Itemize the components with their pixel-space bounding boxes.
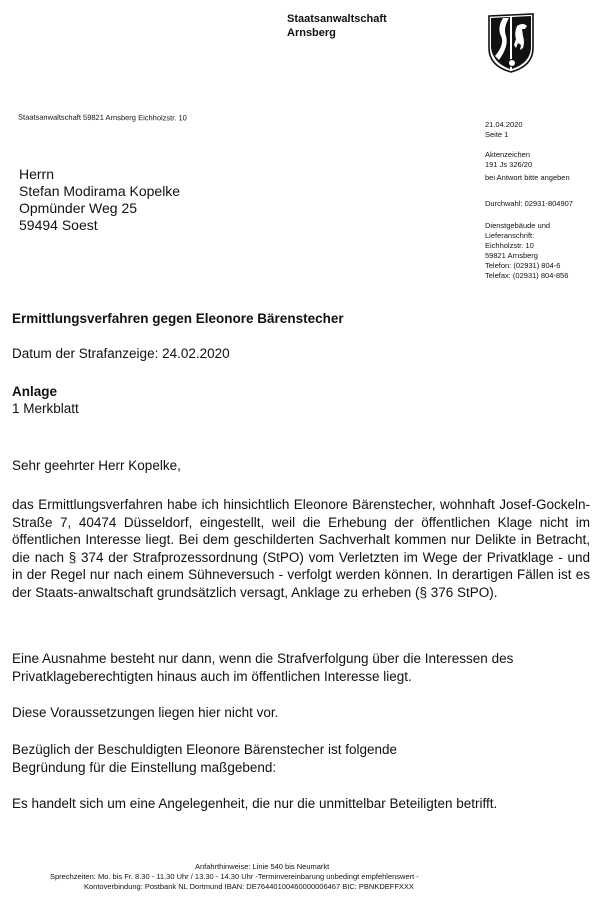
body-paragraph: Diese Voraussetzungen liegen hier nicht vor.: [12, 705, 279, 720]
attachment-value: 1 Merkblatt: [12, 401, 79, 416]
office-city: 59821 Arnsberg: [485, 251, 538, 260]
letter-date: 21.04.2020: [485, 120, 523, 129]
sender-return-address: Staatsanwaltschaft 59821 Arnsberg Eichholzstr. 10: [17, 112, 187, 123]
letter-subject: Ermittlungsverfahren gegen Eleonore Bärenstecher: [12, 311, 344, 326]
building-label-1: Dienstgebäude und: [485, 221, 551, 230]
page-number: Seite 1: [485, 130, 509, 139]
authority-name: [287, 12, 387, 40]
office-street: Eichholzstr. 10: [485, 241, 534, 250]
recipient-name: Stefan Modirama Kopelke: [19, 183, 181, 199]
building-label-2: Lieferanschrift:: [485, 231, 535, 240]
office-fax: Telefax: (02931) 804-856: [485, 271, 569, 280]
nrw-coat-of-arms-icon: [487, 12, 535, 74]
footer-directions: Anfahrthinweise: Linie 540 bis Neumarkt: [195, 862, 330, 871]
recipient-salutation: Herrn: [19, 166, 55, 182]
footer-bank-details: Kontoverbindung: Postbank NL Dortmund IBAN: DE76440100460000006467 BIC: PBNKDEFFXXX: [84, 882, 414, 891]
greeting: Sehr geehrter Herr Kopelke,: [12, 458, 181, 473]
body-paragraph: Eine Ausnahme besteht nur dann, wenn die Strafverfolgung über die Interessen des Privatklageberechtigten hinaus auch im öffentlichen Interesse liegt.: [12, 651, 514, 684]
footer-office-hours: Sprechzeiten: Mo. bis Fr. 8.30 - 11.30 Uhr / 13.30 - 14.30 Uhr -Terminvereinbarung unbedingt empfehlenswert -: [50, 872, 419, 881]
reference-note: bei Antwort bitte angeben: [485, 173, 570, 182]
body-paragraph: Bezüglich der Beschuldigten Eleonore Bärenstecher ist folgende Begründung für die Einstellung maßgebend:: [12, 742, 397, 775]
office-phone: Telefon: (02931) 804-6: [485, 261, 561, 270]
authority-name-line1: Staatsanwaltschaft: [287, 13, 387, 25]
recipient-city: 59494 Soest: [19, 217, 98, 233]
attachment-label: Anlage: [12, 384, 58, 399]
authority-name-line2: Arnsberg: [287, 27, 336, 39]
body-paragraph: das Ermittlungsverfahren habe ich hinsichtlich Eleonore Bärenstecher, wohnhaft Josef-Gockeln-Straße 7, 40474 Düsseldorf, eingestellt, weil die Erhebung der öffentlichen Klage nicht im öffentlichen Interesse liegt. Bei dem geschilderten Sachverhalt kommen nur Delikte in Betracht, die nach § 374 der Strafprozessordnung (StPO) vom Verletzten im Wege der Privatklage - und in der Regel nur nach einem Sühneversuch - verfolgt werden können. In derartigen Fällen ist es der Staats-anwaltschaft grundsätzlich versagt, Anklage zu erheben (§ 376 StPO).: [12, 497, 590, 600]
reference-label: Aktenzeichen: [485, 150, 531, 159]
body-paragraph: Es handelt sich um eine Angelegenheit, die nur die unmittelbar Beteiligten betrifft.: [12, 796, 498, 811]
direct-dial: Durchwahl: 02931-804907: [485, 199, 573, 208]
reference-number: 191 Js 326/20: [485, 160, 533, 169]
complaint-date: Datum der Strafanzeige: 24.02.2020: [12, 346, 230, 361]
recipient-address: [19, 166, 180, 234]
recipient-street: Opmünder Weg 25: [19, 200, 138, 216]
